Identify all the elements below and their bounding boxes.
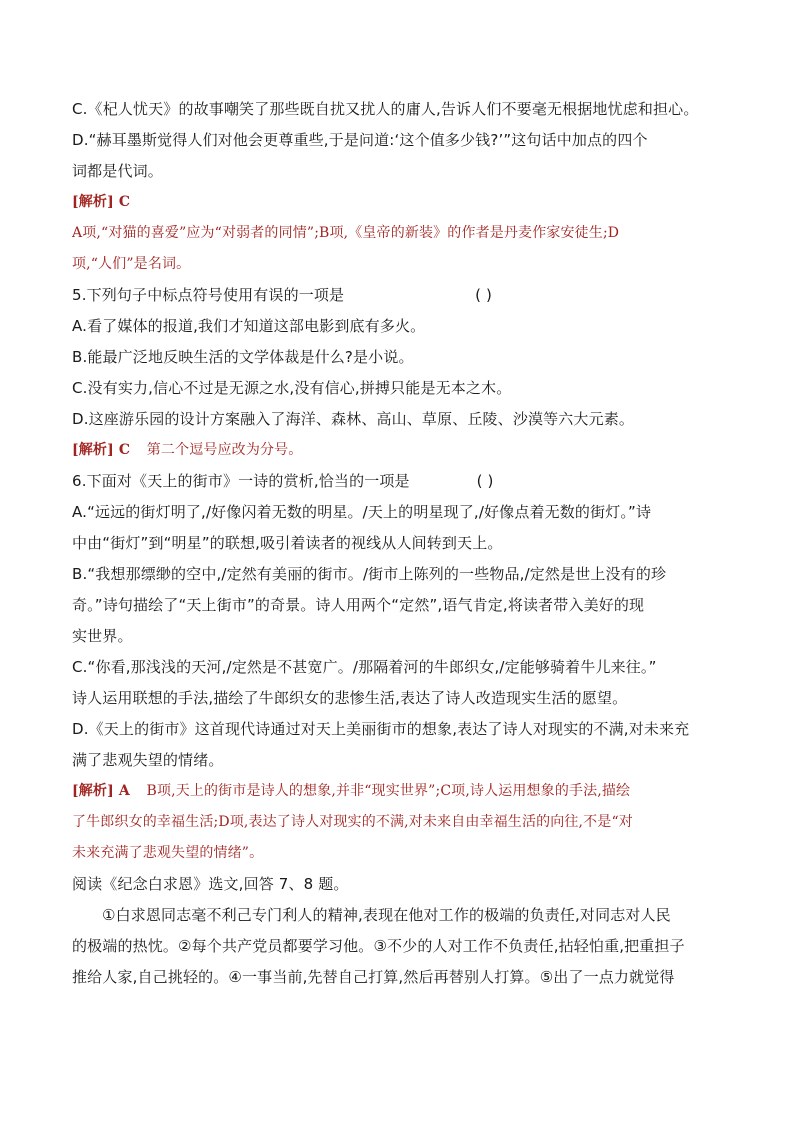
q6-stem-text: 6.下面对《天上的街市》一诗的赏析,恰当的一项是 bbox=[72, 472, 410, 490]
q6-option-d-line1: D.《天上的街市》这首现代诗通过对天上美丽街市的想象,表达了诗人对现实的不满,对未来充 bbox=[72, 720, 690, 738]
q6-stem bbox=[72, 469, 728, 493]
reading-para-line2: 的极端的热忱。②每个共产党员都要学习他。③不少的人对工作不负责任,拈轻怕重,把重担子 bbox=[72, 937, 685, 955]
q6-analysis-line2: 了牛郎织女的幸福生活;D项,表达了诗人对现实的不满,对未来自由幸福生活的向往,不是“对 bbox=[72, 814, 633, 830]
q5-option-d: D.这座游乐园的设计方案融入了海洋、森林、高山、草原、丘陵、沙漠等六大元素。 bbox=[72, 410, 635, 428]
q4-option-d-line1: D.“赫耳墨斯觉得人们对他会更尊重些,于是问道:‘这个值多少钱?’”这句话中加点的四个 bbox=[72, 131, 648, 149]
q6-option-b-line2: 奇。”诗句描绘了“天上街市”的奇景。诗人用两个“定然”,语气肯定,将读者带入美好的现 bbox=[72, 596, 645, 614]
analysis-label: [解析] C bbox=[72, 442, 131, 458]
q5-option-b: B.能最广泛地反映生活的文学体裁是什么?是小说。 bbox=[72, 348, 414, 366]
q6-analysis-line1 bbox=[72, 779, 728, 803]
q4-analysis-line1: A项,“对猫的喜爱”应为“对弱者的同情”;B项,《皇帝的新装》的作者是丹麦作家安徒生;D bbox=[72, 225, 620, 241]
q6-option-a-line1: A.“远远的街灯明了,/好像闪着无数的明星。/天上的明星现了,/好像点着无数的街灯。”诗 bbox=[72, 503, 652, 521]
q5-option-c: C.没有实力,信心不过是无源之水,没有信心,拼搏只能是无本之木。 bbox=[72, 379, 512, 397]
q5-stem bbox=[72, 283, 728, 307]
q4-option-d-line2: 词都是代词。 bbox=[72, 162, 163, 180]
reading-para-line3: 推给人家,自己挑轻的。④一事当前,先替自己打算,然后再替别人打算。⑤出了一点力就觉得 bbox=[72, 968, 675, 986]
document-page bbox=[72, 97, 728, 996]
q6-option-b-line1: B.“我想那缥缈的空中,/定然有美丽的街市。/街市上陈列的一些物品,/定然是世上没有的珍 bbox=[72, 565, 667, 583]
q6-analysis-line3: 未来充满了悲观失望的情绪”。 bbox=[72, 845, 264, 861]
q6-option-a-line2: 中由“街灯”到“明星”的联想,吸引着读者的视线从人间转到天上。 bbox=[72, 534, 503, 552]
q5-answer-bracket: ( ) bbox=[475, 286, 493, 304]
analysis-label: [解析] A bbox=[72, 783, 130, 799]
q4-option-c: C.《杞人忧天》的故事嘲笑了那些既自扰又扰人的庸人,告诉人们不要毫无根据地忧虑和担心。 bbox=[72, 100, 699, 118]
q6-option-c-line2: 诗人运用联想的手法,描绘了牛郎织女的悲惨生活,表达了诗人改造现实生活的愿望。 bbox=[72, 689, 628, 707]
q6-analysis-text: B项,天上的街市是诗人的想象,并非“现实世界”;C项,诗人运用想象的手法,描绘 bbox=[146, 783, 631, 799]
q5-analysis-text: 第二个逗号应改为分号。 bbox=[146, 442, 303, 458]
analysis-label: [解析] C bbox=[72, 194, 131, 210]
q5-stem-text: 5.下列句子中标点符号使用有误的一项是 bbox=[72, 286, 345, 304]
q5-analysis bbox=[72, 438, 728, 462]
q5-option-a: A.看了媒体的报道,我们才知道这部电影到底有多火。 bbox=[72, 317, 426, 335]
q6-option-d-line2: 满了悲观失望的情绪。 bbox=[72, 751, 224, 769]
q6-answer-bracket: ( ) bbox=[476, 472, 494, 490]
q6-option-c-line1: C.“你看,那浅浅的天河,/定然是不甚宽广。/那隔着河的牛郎织女,/定能够骑着牛儿来往。” bbox=[72, 658, 657, 676]
q4-analysis-tag bbox=[72, 190, 728, 214]
q4-analysis-line2: 项,“人们”是名词。 bbox=[72, 256, 191, 272]
q6-option-b-line3: 实世界。 bbox=[72, 627, 133, 645]
reading-para-line1: ①白求恩同志毫不利己专门利人的精神,表现在他对工作的极端的负责任,对同志对人民 bbox=[102, 906, 671, 924]
reading-intro: 阅读《纪念白求恩》选文,回答 7、8 题。 bbox=[72, 875, 349, 893]
